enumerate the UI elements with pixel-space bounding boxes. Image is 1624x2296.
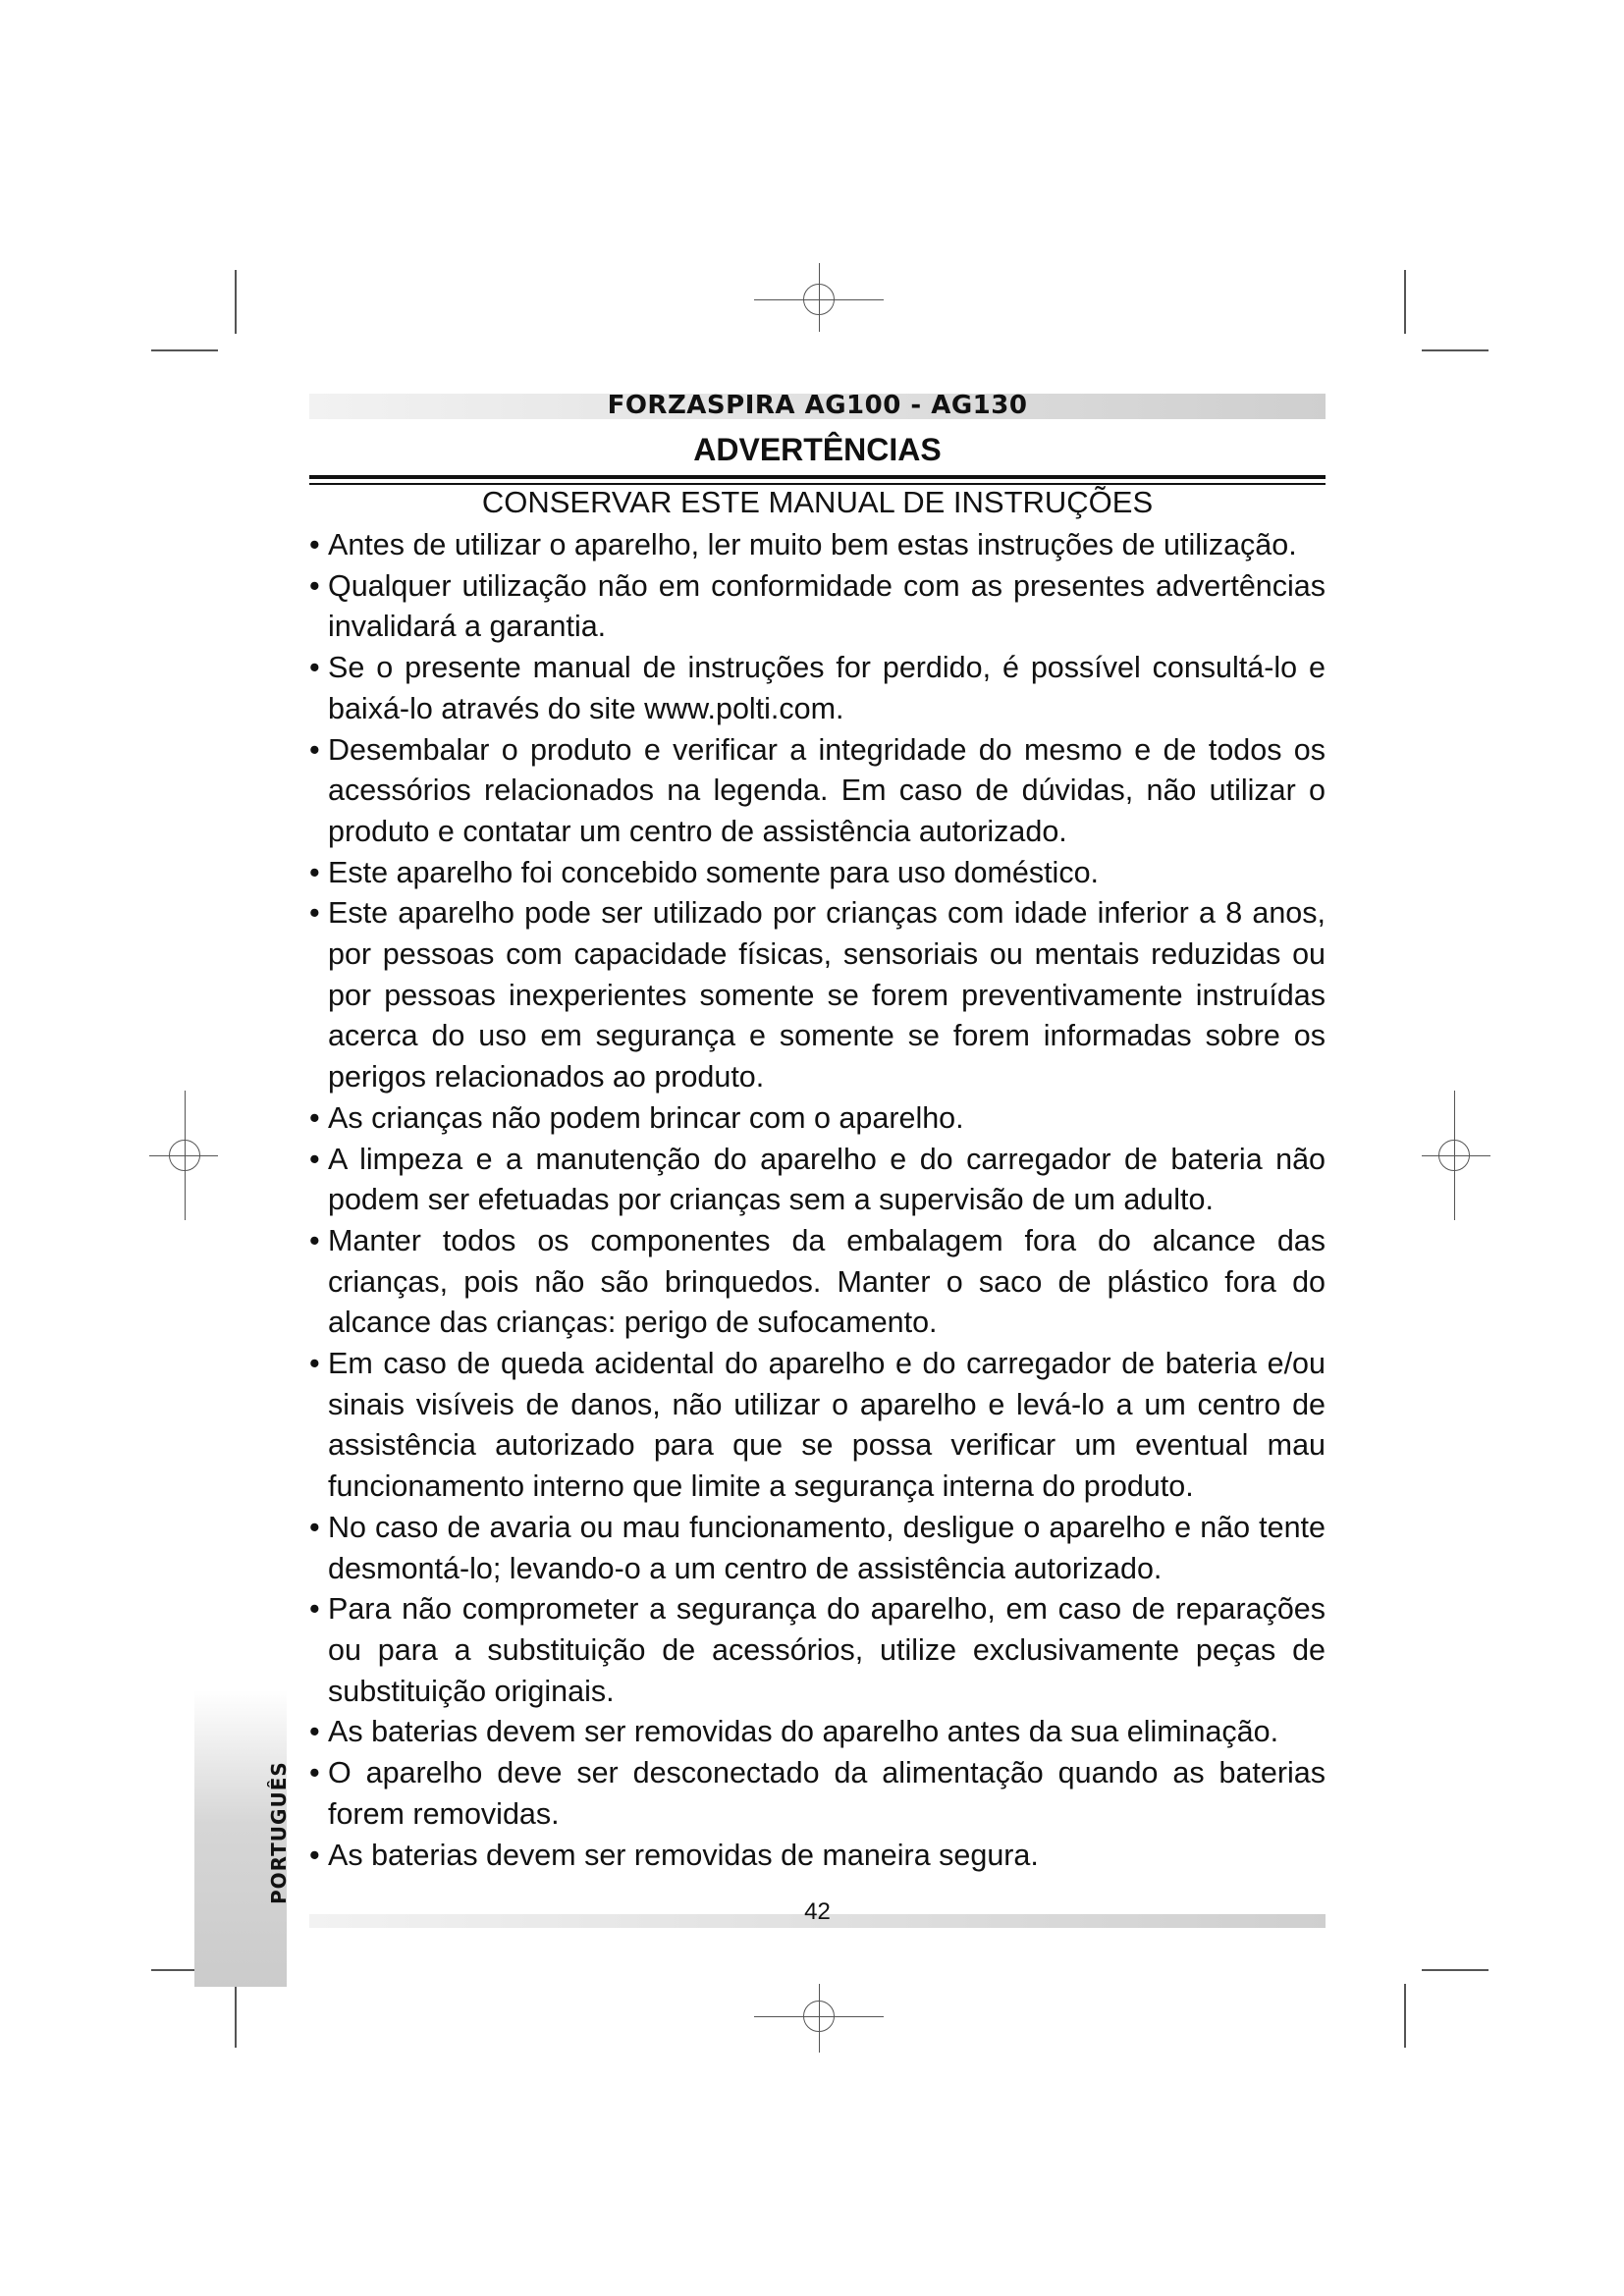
subtitle: CONSERVAR ESTE MANUAL DE INSTRUÇÕES <box>481 485 1154 519</box>
crop-mark-top-left-vertical <box>235 270 237 334</box>
section-title: ADVERTÊNCIAS <box>693 432 942 467</box>
crop-mark-bottom-left-vertical <box>235 1984 237 2048</box>
registration-mark-right <box>1422 1091 1490 1220</box>
warning-item: • Se o presente manual de instruções for perdido, é possível consultá-lo e baixá-lo através do site www.polti.com. <box>309 648 1326 729</box>
warning-item: • A limpeza e a manutenção do aparelho e do carregador de bateria não podem ser efetuadas por crianças sem a supervisão de um adulto. <box>309 1140 1326 1221</box>
warnings-list <box>309 525 1326 1876</box>
crop-mark-top-right-vertical <box>1404 270 1406 334</box>
crop-mark-top-right-horizontal <box>1422 349 1489 351</box>
warning-item: • Desembalar o produto e verificar a integridade do mesmo e de todos os acessórios relacionados na legenda. Em caso de dúvidas, não utilizar o produto e contatar um centro de assistência autorizado. <box>309 730 1326 853</box>
warning-item: • Qualquer utilização não em conformidade com as presentes advertências invalidará a garantia. <box>309 566 1326 648</box>
registration-mark-bottom <box>754 1984 884 2053</box>
warning-item: • No caso de avaria ou mau funcionamento, desligue o aparelho e não tente desmontá-lo; levando-o a um centro de assistência autorizado. <box>309 1508 1326 1589</box>
model-title: FORZASPIRA AG100 - AG130 <box>607 391 1028 420</box>
registration-mark-top <box>754 263 884 332</box>
warning-item: • O aparelho deve ser desconectado da alimentação quando as baterias forem removidas. <box>309 1753 1326 1835</box>
page-number: 42 <box>804 1898 831 1925</box>
crop-mark-bottom-right-horizontal <box>1422 1969 1489 1971</box>
warning-item: • Para não comprometer a segurança do aparelho, em caso de reparações ou para a substituição de acessórios, utilize exclusivamente peças de substituição originais. <box>309 1589 1326 1712</box>
title-rule-thick <box>309 475 1326 479</box>
warning-item: • Este aparelho foi concebido somente para uso doméstico. <box>309 853 1326 894</box>
crop-mark-bottom-right-vertical <box>1404 1984 1406 2048</box>
warning-item: • Antes de utilizar o aparelho, ler muito bem estas instruções de utilização. <box>309 525 1326 566</box>
registration-mark-left <box>149 1091 218 1220</box>
warning-item: • Este aparelho pode ser utilizado por crianças com idade inferior a 8 anos, por pessoas com capacidade físicas, sensoriais ou mentais reduzidas ou por pessoas inexperientes somente se forem preventivamente instruídas acerca do uso em segurança e somente se forem informadas sobre os perigos relacionados ao produto. <box>309 893 1326 1098</box>
warning-item: • As baterias devem ser removidas de maneira segura. <box>309 1836 1326 1877</box>
warning-item: • As crianças não podem brincar com o aparelho. <box>309 1098 1326 1140</box>
warning-item: • As baterias devem ser removidas do aparelho antes da sua eliminação. <box>309 1712 1326 1753</box>
warning-item: • Manter todos os componentes da embalagem fora do alcance das crianças, pois não são brinquedos. Manter o saco de plástico fora do alcance das crianças: perigo de sufocamento. <box>309 1221 1326 1344</box>
language-label: PORTUGUÊS <box>267 1761 291 1904</box>
crop-mark-top-left-horizontal <box>151 349 218 351</box>
warning-item: • Em caso de queda acidental do aparelho e do carregador de bateria e/ou sinais visíveis de danos, não utilizar o aparelho e levá-lo a um centro de assistência autorizado para que se possa verificar um eventual mau funcionamento interno que limite a segurança interna do produto. <box>309 1344 1326 1508</box>
